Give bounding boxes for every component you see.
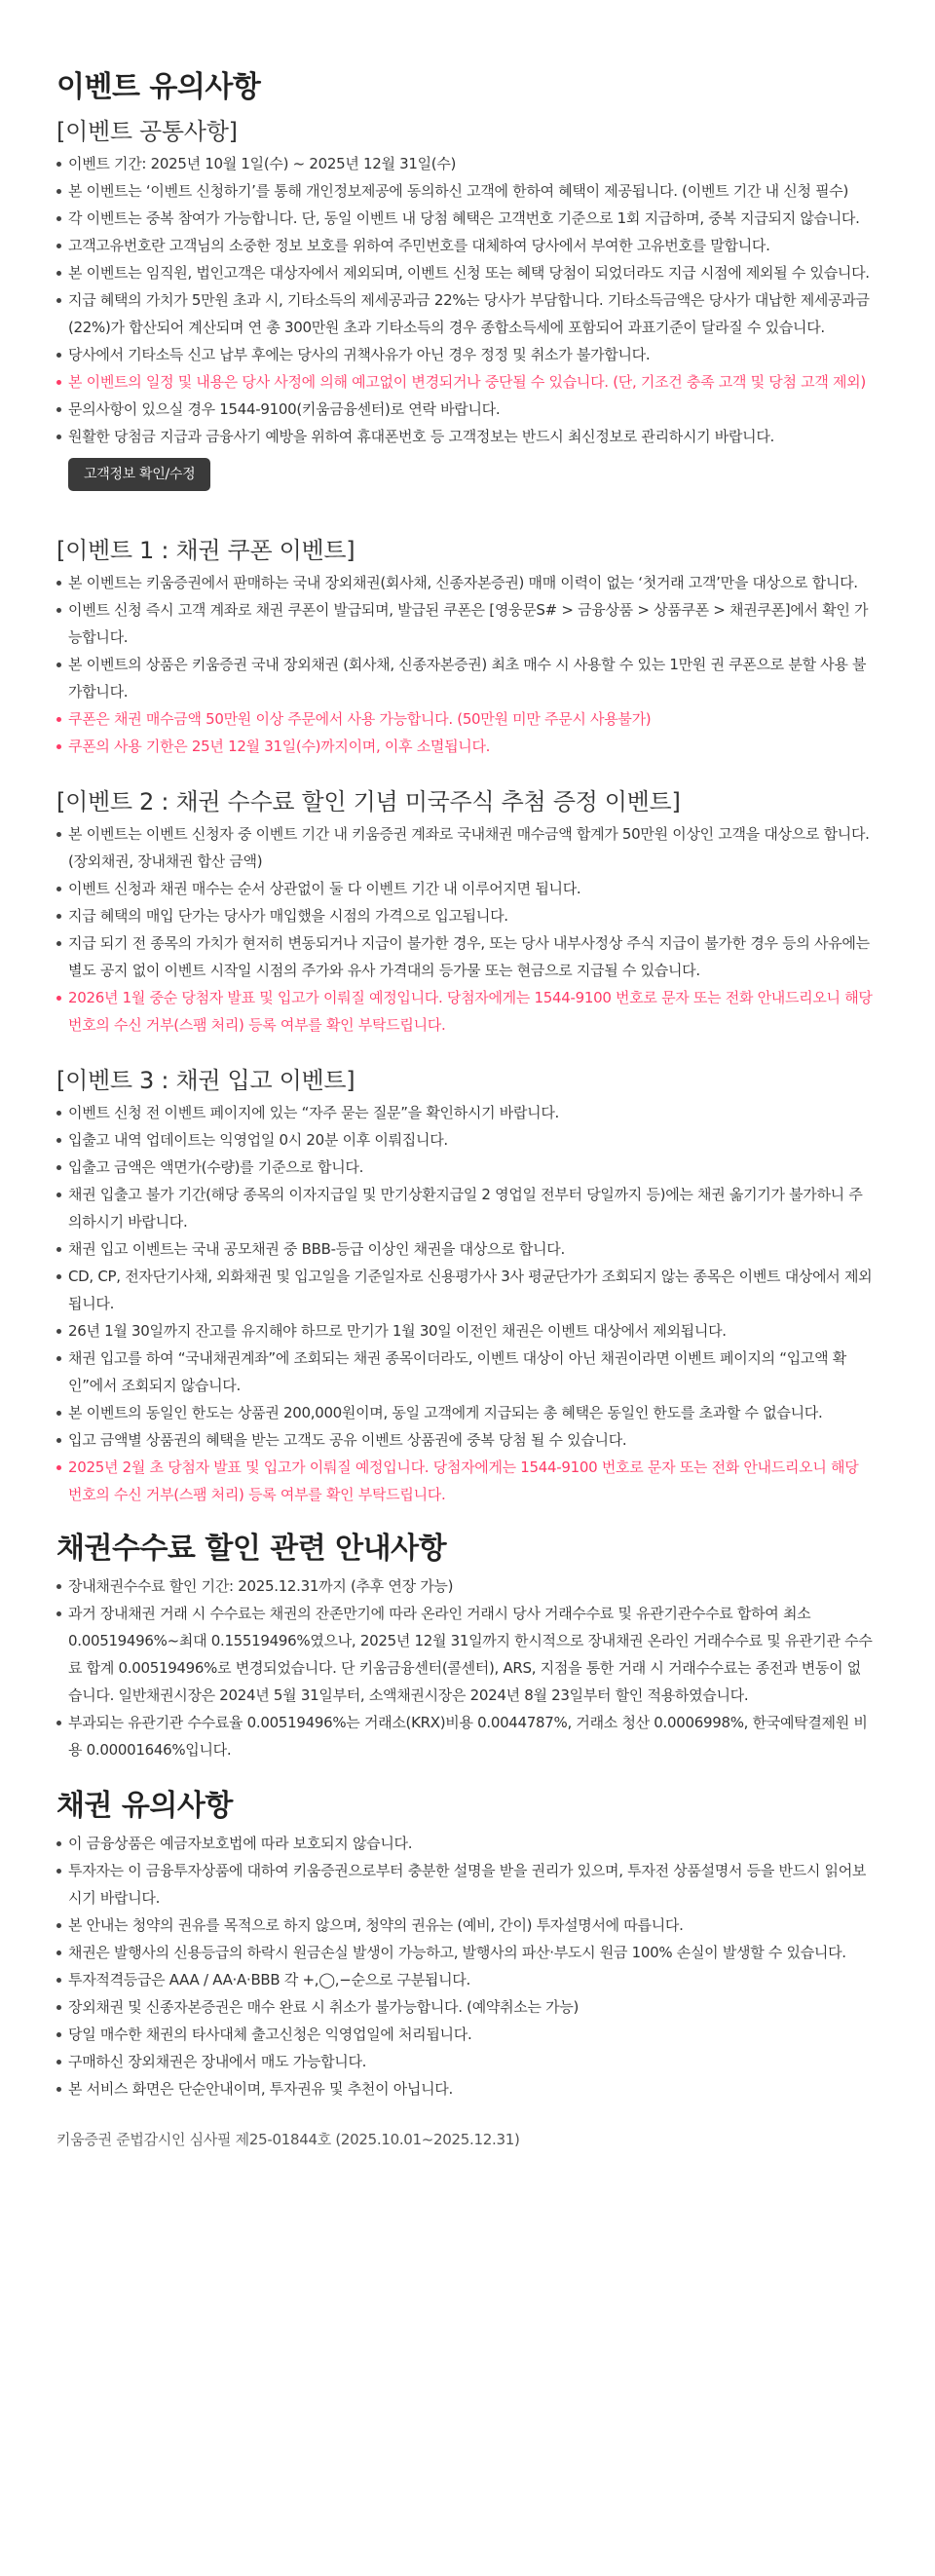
event3-list xyxy=(56,1099,875,1508)
list-item: 채권 입고 이벤트는 국내 공모채권 중 BBB-등급 이상인 채권을 대상으로 합니다. xyxy=(56,1235,875,1263)
fee-list xyxy=(56,1572,875,1763)
list-item: 본 이벤트는 키움증권에서 판매하는 국내 장외채권(회사채, 신종자본증권) 매매 이력이 없는 ‘첫거래 고객’만을 대상으로 합니다. xyxy=(56,569,875,596)
list-item: 장외채권 및 신종자본증권은 매수 완료 시 취소가 불가능합니다. (예약취소는 가능) xyxy=(56,1993,875,2021)
list-item: 지급 되기 전 종목의 가치가 현저히 변동되거나 지급이 불가한 경우, 또는 당사 내부사정상 주식 지급이 불가한 경우 등의 사유에는 별도 공지 없이 이벤트 시작일 시점의 주가와 유사 가격대의 등가물 또는 현금으로 지급될 수 있습니다. xyxy=(56,929,875,984)
list-item: 본 서비스 화면은 단순안내이며, 투자권유 및 추천이 아닙니다. xyxy=(56,2075,875,2102)
list-item-highlight: 2025년 2월 초 당첨자 발표 및 입고가 이뤄질 예정입니다. 당첨자에게는 1544-9100 번호로 문자 또는 전화 안내드리오니 해당 번호의 수신 거부(스팸 처리) 등록 여부를 확인 부탁드립니다. xyxy=(56,1454,875,1508)
list-item: 과거 장내채권 거래 시 수수료는 채권의 잔존만기에 따라 온라인 거래시 당사 거래수수료 및 유관기관수수료 합하여 최소 0.00519496%~최대 0.15519496%였으나, 2025년 12월 31일까지 한시적으로 장내채권 온라인 거래수수료 및 유관기관 수수료 합계 0.00519496%로 변경되었습니다. 단 키움금융센터(콜센터), ARS, 지점을 통한 거래 시 거래수수료는 종전과 변동이 없습니다. 일반채권시장은 2024년 5월 31일부터, 소액채권시장은 2024년 8월 23일부터 할인 적용하였습니다. xyxy=(56,1600,875,1709)
list-item: 지급 혜택의 가치가 5만원 초과 시, 기타소득의 제세공과금 22%는 당사가 부담합니다. 기타소득금액은 당사가 대납한 제세공과금(22%)가 합산되어 계산되며 연 총 300만원 초과 기타소득의 경우 종합소득세에 포함되어 과표기준이 달라질 수 있습니다. xyxy=(56,286,875,341)
page-title: 이벤트 유의사항 xyxy=(56,70,261,104)
list-item: 투자적격등급은 AAA / AA·A·BBB 각 +,◯,−순으로 구분됩니다. xyxy=(56,1966,875,1993)
event1-section-title: [이벤트 1 : 채권 쿠폰 이벤트] xyxy=(56,537,355,564)
list-item: 부과되는 유관기관 수수료율 0.00519496%는 거래소(KRX)비용 0.0044787%, 거래소 청산 0.0006998%, 한국예탁결제원 비용 0.00001646%입니다. xyxy=(56,1709,875,1763)
compliance-footer: 키움증권 준법감시인 심사필 제25-01844호 (2025.10.01~2025.12.31) xyxy=(56,2131,520,2148)
customer-info-button[interactable]: 고객정보 확인/수정 xyxy=(68,458,210,491)
event2-list xyxy=(56,820,875,1039)
list-item: 이 금융상품은 예금자보호법에 따라 보호되지 않습니다. xyxy=(56,1830,875,1857)
list-item: 채권은 발행사의 신용등급의 하락시 원금손실 발생이 가능하고, 발행사의 파산·부도시 원금 100% 손실이 발생할 수 있습니다. xyxy=(56,1939,875,1966)
event3-section-title: [이벤트 3 : 채권 입고 이벤트] xyxy=(56,1067,355,1094)
bond-section-title: 채권 유의사항 xyxy=(56,1789,233,1823)
list-item: 이벤트 신청과 채권 매수는 순서 상관없이 둘 다 이벤트 기간 내 이루어지면 됩니다. xyxy=(56,875,875,902)
list-item-highlight: 본 이벤트의 일정 및 내용은 당사 사정에 의해 예고없이 변경되거나 중단될 수 있습니다. (단, 기조건 충족 고객 및 당첨 고객 제외) xyxy=(56,368,875,396)
list-item: 장내채권수수료 할인 기간: 2025.12.31까지 (추후 연장 가능) xyxy=(56,1572,875,1600)
list-item: 문의사항이 있으실 경우 1544-9100(키움금융센터)로 연락 바랍니다. xyxy=(56,396,875,423)
fee-section-title: 채권수수료 할인 관련 안내사항 xyxy=(56,1532,447,1566)
notice-content xyxy=(56,68,875,2153)
list-item: 본 이벤트는 ‘이벤트 신청하기’를 통해 개인정보제공에 동의하신 고객에 한하여 혜택이 제공됩니다. (이벤트 기간 내 신청 필수) xyxy=(56,177,875,205)
list-item-highlight: 2026년 1월 중순 당첨자 발표 및 입고가 이뤄질 예정입니다. 당첨자에게는 1544-9100 번호로 문자 또는 전화 안내드리오니 해당 번호의 수신 거부(스팸 처리) 등록 여부를 확인 부탁드립니다. xyxy=(56,984,875,1039)
list-item: 당일 매수한 채권의 타사대체 출고신청은 익영업일에 처리됩니다. xyxy=(56,2021,875,2048)
common-section-title: [이벤트 공통사항] xyxy=(56,118,238,145)
list-item: 지급 혜택의 매입 단가는 당사가 매입했을 시점의 가격으로 입고됩니다. xyxy=(56,902,875,929)
bond-list xyxy=(56,1830,875,2102)
list-item: 투자자는 이 금융투자상품에 대하여 키움증권으로부터 충분한 설명을 받을 권리가 있으며, 투자전 상품설명서 등을 반드시 읽어보시기 바랍니다. xyxy=(56,1857,875,1912)
list-item: 채권 입고를 하여 “국내채권계좌”에 조회되는 채권 종목이더라도, 이벤트 대상이 아닌 채권이라면 이벤트 페이지의 “입고액 확인”에서 조회되지 않습니다. xyxy=(56,1345,875,1399)
list-item: 이벤트 신청 즉시 고객 계좌로 채권 쿠폰이 발급되며, 발급된 쿠폰은 [영웅문S# > 금융상품 > 상품쿠폰 > 채권쿠폰]에서 확인 가능합니다. xyxy=(56,596,875,651)
list-item: 본 이벤트의 동일인 한도는 상품권 200,000원이며, 동일 고객에게 지급되는 총 혜택은 동일인 한도를 초과할 수 없습니다. xyxy=(56,1399,875,1426)
list-item: 구매하신 장외채권은 장내에서 매도 가능합니다. xyxy=(56,2048,875,2075)
list-item: 고객고유번호란 고객님의 소중한 정보 보호를 위하여 주민번호를 대체하여 당사에서 부여한 고유번호를 말합니다. xyxy=(56,232,875,259)
list-item-highlight: 쿠폰의 사용 기한은 25년 12월 31일(수)까지이며, 이후 소멸됩니다. xyxy=(56,733,875,760)
list-item: 원활한 당첨금 지급과 금융사기 예방을 위하여 휴대폰번호 등 고객정보는 반드시 최신정보로 관리하시기 바랍니다. xyxy=(56,423,875,450)
list-item: 당사에서 기타소득 신고 납부 후에는 당사의 귀책사유가 아닌 경우 정정 및 취소가 불가합니다. xyxy=(56,341,875,368)
list-item: 이벤트 신청 전 이벤트 페이지에 있는 “자주 묻는 질문”을 확인하시기 바랍니다. xyxy=(56,1099,875,1126)
list-item: 채권 입출고 불가 기간(해당 종목의 이자지급일 및 만기상환지급일 2 영업일 전부터 당일까지 등)에는 채권 옮기기가 불가하니 주의하시기 바랍니다. xyxy=(56,1181,875,1235)
list-item: 입고 금액별 상품권의 혜택을 받는 고객도 공유 이벤트 상품권에 중복 당첨 될 수 있습니다. xyxy=(56,1426,875,1454)
list-item: 각 이벤트는 중복 참여가 가능합니다. 단, 동일 이벤트 내 당첨 혜택은 고객번호 기준으로 1회 지급하며, 중복 지급되지 않습니다. xyxy=(56,205,875,232)
list-item: 입출고 내역 업데이트는 익영업일 0시 20분 이후 이뤄집니다. xyxy=(56,1126,875,1154)
list-item-highlight: 쿠폰은 채권 매수금액 50만원 이상 주문에서 사용 가능합니다. (50만원 미만 주문시 사용불가) xyxy=(56,705,875,733)
common-list xyxy=(56,150,875,450)
list-item: 본 이벤트는 임직원, 법인고객은 대상자에서 제외되며, 이벤트 신청 또는 혜택 당첨이 되었더라도 지급 시점에 제외될 수 있습니다. xyxy=(56,259,875,286)
event2-section-title: [이벤트 2 : 채권 수수료 할인 기념 미국주식 추첨 증정 이벤트] xyxy=(56,788,681,815)
list-item: 이벤트 기간: 2025년 10월 1일(수) ~ 2025년 12월 31일(수) xyxy=(56,150,875,177)
list-item: CD, CP, 전자단기사채, 외화채권 및 입고일을 기준일자로 신용평가사 3사 평균단가가 조회되지 않는 종목은 이벤트 대상에서 제외됩니다. xyxy=(56,1263,875,1317)
list-item: 입출고 금액은 액면가(수량)를 기준으로 합니다. xyxy=(56,1154,875,1181)
event1-list xyxy=(56,569,875,760)
list-item: 본 안내는 청약의 권유를 목적으로 하지 않으며, 청약의 권유는 (예비, 간이) 투자설명서에 따릅니다. xyxy=(56,1912,875,1939)
list-item: 26년 1월 30일까지 잔고를 유지해야 하므로 만기가 1월 30일 이전인 채권은 이벤트 대상에서 제외됩니다. xyxy=(56,1317,875,1345)
list-item: 본 이벤트는 이벤트 신청자 중 이벤트 기간 내 키움증권 계좌로 국내채권 매수금액 합계가 50만원 이상인 고객을 대상으로 합니다. (장외채권, 장내채권 합산 금액) xyxy=(56,820,875,875)
list-item: 본 이벤트의 상품은 키움증권 국내 장외채권 (회사채, 신종자본증권) 최초 매수 시 사용할 수 있는 1만원 권 쿠폰으로 분할 사용 불가합니다. xyxy=(56,651,875,705)
